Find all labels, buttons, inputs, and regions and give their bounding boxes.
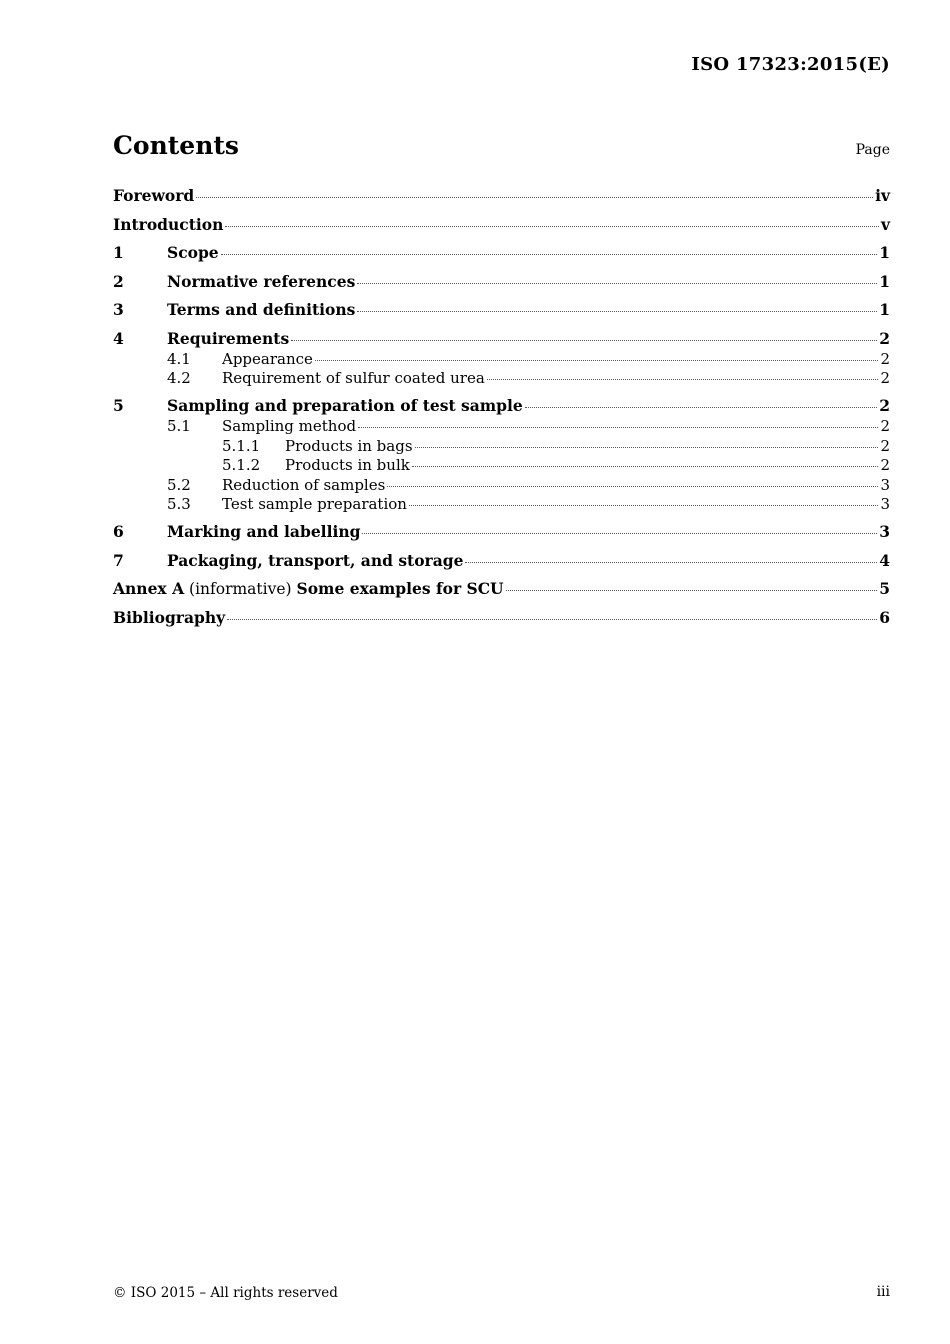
toc-dot-leader [412, 466, 879, 467]
toc-entry-page: 1 [879, 271, 890, 291]
toc-entry-page: 3 [879, 522, 890, 541]
toc-entry-label: Marking and labelling [167, 522, 361, 541]
toc-entry-number: 3 [113, 300, 124, 319]
toc-entry[interactable] [113, 369, 890, 389]
toc-entry-label-title: Some examples for SCU [296, 579, 504, 598]
toc-dot-leader [362, 533, 877, 534]
toc-dot-leader [291, 340, 877, 341]
toc-entry-page: 2 [880, 436, 890, 455]
toc-entry-label: Terms and definitions [167, 300, 356, 319]
toc-dot-leader [357, 283, 877, 284]
toc-entry-label: Normative references [167, 271, 356, 291]
toc-entry-page: v [880, 214, 890, 234]
toc-entry-label: Test sample preparation [222, 495, 407, 513]
toc-entry[interactable] [113, 242, 890, 264]
toc-entry-label: Bibliography [113, 607, 226, 627]
toc-entry-number: 5.2 [167, 475, 191, 494]
toc-entry-label: Packaging, transport, and storage [167, 550, 464, 570]
toc-dot-leader [358, 427, 878, 428]
toc-entry[interactable] [113, 417, 890, 437]
toc-dot-leader [387, 486, 878, 487]
toc-entry-number: 6 [113, 522, 124, 541]
toc-entry-page: 4 [879, 550, 890, 570]
toc-entry-page: iv [875, 186, 890, 205]
toc-entry[interactable] [113, 328, 890, 350]
toc-entry[interactable] [113, 521, 890, 543]
toc-entry-page: 6 [879, 607, 890, 627]
toc-entry[interactable] [113, 550, 890, 572]
page-column-heading: Page [855, 142, 890, 158]
toc-entry-number: 4 [113, 328, 124, 348]
toc-dot-leader [409, 505, 879, 506]
toc-dot-leader [227, 619, 877, 620]
toc-dot-leader [415, 447, 879, 448]
toc-entry[interactable] [113, 271, 890, 293]
toc-dot-leader [357, 311, 877, 312]
contents-title: Contents [113, 131, 240, 160]
toc-entry-page: 2 [880, 456, 890, 474]
toc-entry-number: 4.2 [167, 369, 191, 387]
toc-entry-page: 1 [879, 243, 890, 262]
toc-dot-leader [221, 254, 878, 255]
toc-entry[interactable] [113, 495, 890, 515]
footer-page-number: iii [876, 1284, 890, 1300]
toc-entry-page: 1 [879, 300, 890, 319]
toc-entry-number: 5.3 [167, 495, 191, 513]
toc-entry-number: 2 [113, 271, 124, 291]
toc-entry-number: 1 [113, 243, 124, 262]
toc-entry-page: 2 [879, 396, 890, 415]
toc-entry-page: 2 [880, 369, 890, 387]
toc-entry-label: Foreword [113, 186, 195, 205]
document-id: ISO 17323:2015(E) [691, 54, 890, 75]
toc-entry-label: Reduction of samples [222, 475, 386, 494]
toc-entry[interactable] [113, 350, 890, 370]
toc-entry-number: 5 [113, 396, 124, 415]
toc-entry-number: 5.1.2 [222, 456, 261, 474]
toc-entry-page: 3 [880, 495, 890, 513]
toc-entry[interactable] [113, 299, 890, 321]
toc-dot-leader [506, 590, 878, 591]
toc-dot-leader [315, 360, 879, 361]
toc-entry[interactable] [113, 578, 890, 600]
toc-entry-label: Requirement of sulfur coated urea [222, 369, 485, 387]
toc-dot-leader [487, 379, 879, 380]
toc-entry[interactable] [113, 476, 890, 496]
toc-entry-label: Requirements [167, 328, 290, 348]
toc-entry-label: Scope [167, 243, 219, 262]
toc-entry-page: 5 [879, 579, 890, 598]
toc-entry-number: 5.1 [167, 417, 191, 435]
toc-entry-label: Products in bags [285, 436, 413, 455]
toc-entry-label: Sampling and preparation of test sample [167, 396, 523, 415]
toc-entry[interactable] [113, 185, 890, 207]
toc-entry-page: 2 [880, 417, 890, 435]
toc-entry-label-annotation: (informative) [184, 580, 297, 598]
toc-entry[interactable] [113, 607, 890, 629]
toc-entry[interactable] [113, 214, 890, 236]
toc-entry-number: 5.1.1 [222, 436, 261, 455]
toc-entry-number: 4.1 [167, 349, 191, 368]
toc-entry-label: Annex A [113, 579, 185, 598]
toc-dot-leader [465, 562, 877, 563]
toc-entry[interactable] [113, 395, 890, 417]
toc-entry-page: 2 [879, 328, 890, 348]
toc-entry-label: Introduction [113, 214, 224, 234]
toc-entry-page: 2 [880, 349, 890, 368]
toc-dot-leader [525, 407, 877, 408]
toc-entry-label: Appearance [222, 349, 313, 368]
table-of-contents [113, 185, 890, 629]
toc-dot-leader [225, 226, 879, 227]
toc-dot-leader [196, 197, 873, 198]
toc-entry[interactable] [113, 456, 890, 476]
toc-entry-label: Sampling method [222, 417, 357, 435]
toc-entry-number: 7 [113, 550, 124, 570]
toc-entry-label: Products in bulk [285, 456, 410, 474]
toc-entry[interactable] [113, 437, 890, 457]
toc-entry-page: 3 [880, 475, 890, 494]
footer-copyright: © ISO 2015 – All rights reserved [113, 1285, 338, 1301]
